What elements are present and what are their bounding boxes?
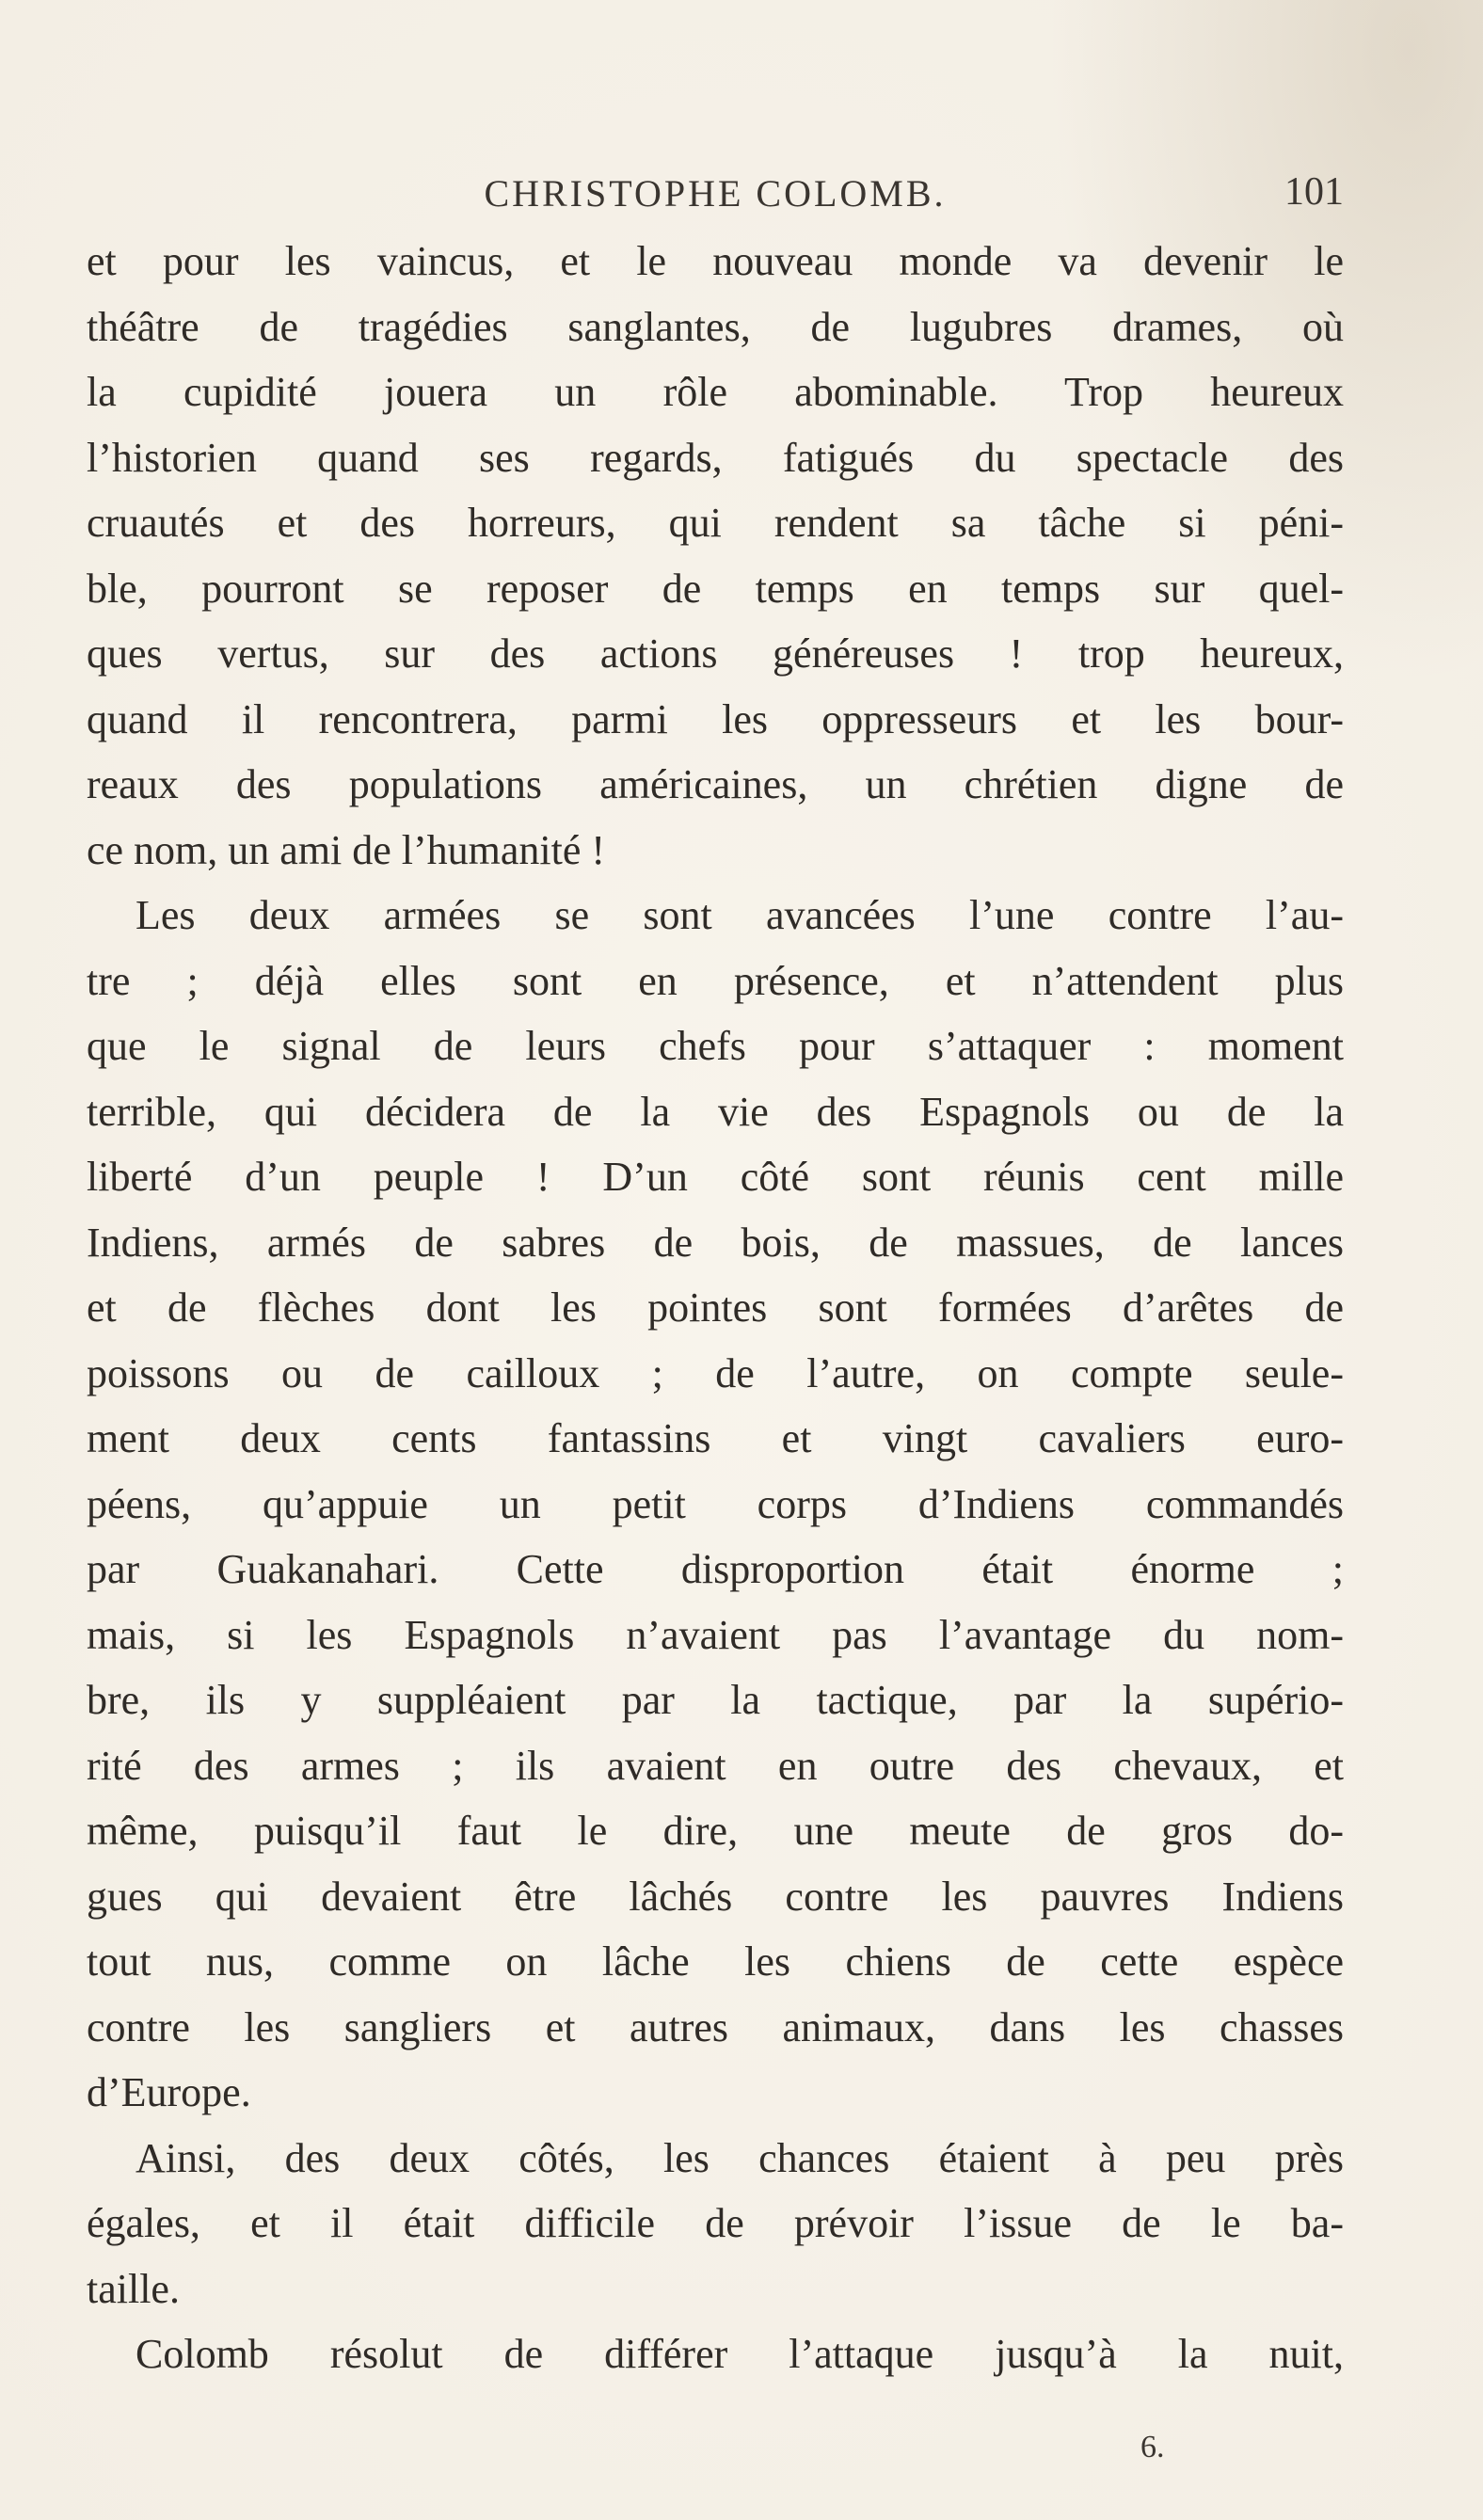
text-line: taille. [87, 2265, 180, 2312]
text-line: par Guakanahari. Cette disproportion était énorme ; [87, 1546, 1344, 1592]
page-number: 101 [1284, 170, 1344, 214]
text-line: liberté d’un peuple ! D’un côté sont réunis cent mille [87, 1154, 1344, 1200]
text-line: cruautés et des horreurs, qui rendent sa tâche si péni- [87, 500, 1344, 546]
text-line: contre les sangliers et autres animaux, dans les chasses [87, 2003, 1344, 2050]
text-line: ment deux cents fantassins et vingt cavaliers euro- [87, 1415, 1344, 1461]
running-head [87, 162, 1344, 218]
text-line: tre ; déjà elles sont en présence, et n’attendent plus [87, 957, 1344, 1004]
text-line: d’Europe. [87, 2069, 251, 2115]
text-line: bre, ils y suppléaient par la tactique, par la supério- [87, 1677, 1344, 1723]
text-line: rité des armes ; ils avaient en outre des chevaux, et [87, 1742, 1344, 1789]
text-line: la cupidité jouera un rôle abominable. Trop heureux [87, 369, 1344, 415]
text-line: théâtre de tragédies sanglantes, de lugubres drames, où [87, 303, 1344, 350]
text-line: et de flèches dont les pointes sont formées d’arêtes de [87, 1284, 1344, 1331]
text-line: Ainsi, des deux côtés, les chances étaient à peu près [136, 2134, 1344, 2181]
text-line: mais, si les Espagnols n’avaient pas l’avantage du nom- [87, 1611, 1344, 1658]
text-line: Colomb résolut de différer l’attaque jusqu’à la nuit, [136, 2331, 1344, 2377]
body-text [87, 229, 1344, 2387]
text-line: égales, et il était difficile de prévoir l’issue de le ba- [87, 2200, 1344, 2246]
text-line: ble, pourront se reposer de temps en temps sur quel- [87, 565, 1344, 612]
text-line: et pour les vaincus, et le nouveau monde va devenir le [87, 238, 1344, 284]
text-line: Indiens, armés de sabres de bois, de massues, de lances [87, 1219, 1344, 1266]
text-line: péens, qu’appuie un petit corps d’Indiens commandés [87, 1480, 1344, 1527]
text-line: l’historien quand ses regards, fatigués du spectacle des [87, 434, 1344, 481]
text-line: que le signal de leurs chefs pour s’attaquer : moment [87, 1023, 1344, 1069]
text-line: reaux des populations américaines, un chrétien digne de [87, 761, 1344, 807]
text-line: ques vertus, sur des actions généreuses ! trop heureux, [87, 630, 1344, 677]
text-line: ce nom, un ami de l’humanité ! [87, 826, 606, 873]
text-line: quand il rencontrera, parmi les oppresseurs et les bour- [87, 695, 1344, 742]
text-line: même, puisqu’il faut le dire, une meute de gros do- [87, 1808, 1344, 1854]
signature-mark: 6. [1140, 2430, 1165, 2464]
text-line: Les deux armées se sont avancées l’une contre l’au- [136, 892, 1344, 938]
text-line: poissons ou de cailloux ; de l’autre, on compte seule- [87, 1349, 1344, 1396]
running-title: CHRISTOPHE COLOMB. [484, 172, 947, 215]
text-line: tout nus, comme on lâche les chiens de cette espèce [87, 1938, 1344, 1985]
text-line: gues qui devaient être lâchés contre les pauvres Indiens [87, 1873, 1344, 1920]
text-line: terrible, qui décidera de la vie des Espagnols ou de la [87, 1088, 1344, 1135]
